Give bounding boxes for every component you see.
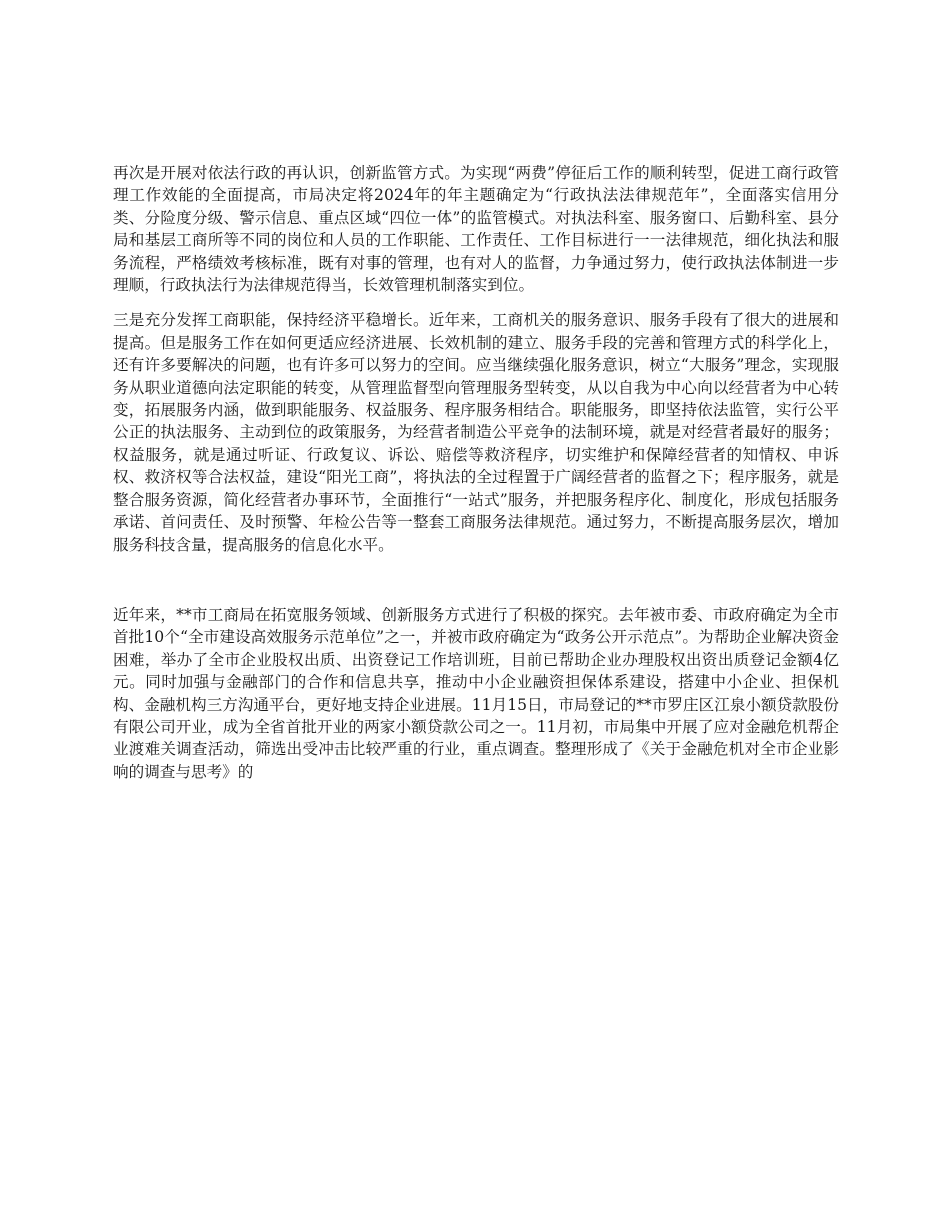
paragraph-recent-exploration: 近年来，**市工商局在拓宽服务领域、创新服务方式进行了积极的探究。去年被市委、市政府确定为全市首批10个“全市建设高效服务示范单位”之一，并被市政府确定为“政务公开示范点”。为帮助企业解决资金困难，举办了全市企业股权出质、出资登记工作培训班，目前已帮助企业办理股权出资出质登记金额4亿元。同时加强与金融部门的合作和信息共享，推动中小企业融资担保体系建设，搭建中小企业、担保机构、金融机构三方沟通平台，更好地支持企业进展。11月15日，市局登记的**市罗庄区江泉小额贷款股份有限公司开业，成为全省首批开业的两家小额贷款公司之一。11月初，市局集中开展了应对金融危机帮企业渡难关调查活动，筛选出受冲击比较严重的行业，重点调查。整理形成了《关于金融危机对全市企业影响的调查与思考》的 [113, 605, 839, 781]
paragraph-regulation: 再次是开展对依法行政的再认识，创新监管方式。为实现“两费”停征后工作的顺利转型，促进工商行政管理工作效能的全面提高，市局决定将2024年的年主题确定为“行政执法法律规范年”，全面落实信用分类、分险度分级、警示信息、重点区域“四位一体”的监管模式。对执法科室、服务窗口、后勤科室、县分局和基层工商所等不同的岗位和人员的工作职能、工作责任、工作目标进行一一法律规范，细化执法和服务流程，严格绩效考核标准，既有对事的管理，也有对人的监督，力争通过努力，使行政执法体制进一步理顺，行政执法行为法律规范得当，长效管理机制落实到位。 [113, 164, 839, 295]
paragraph-service-functions: 三是充分发挥工商职能，保持经济平稳增长。近年来，工商机关的服务意识、服务手段有了很大的进展和提高。但是服务工作在如何更适应经济进展、长效机制的建立、服务手段的完善和管理方式的科学化上，还有许多要解决的问题，也有许多可以努力的空间。应当继续强化服务意识，树立“大服务”理念，实现服务从职业道德向法定职能的转变，从管理监督型向管理服务型转变，从以自我为中心向以经营者为中心转变，拓展服务内涵，做到职能服务、权益服务、程序服务相结合。职能服务，即坚持依法监管，实行公平公正的执法服务、主动到位的政策服务，为经营者制造公平竞争的法制环境，就是对经营者最好的服务；权益服务，就是通过听证、行政复议、诉讼、赔偿等救济程序，切实维护和保障经营者的知情权、申诉权、救济权等合法权益，建设“阳光工商”，将执法的全过程置于广阔经营者的监督之下；程序服务，就是整合服务资源，简化经营者办事环节，全面推行“一站式”服务，并把服务程序化、制度化，形成包括服务承诺、首问责任、及时预警、年检公告等一整套工商服务法律规范。通过努力，不断提高服务层次，增加服务科技含量，提高服务的信息化水平。 [113, 311, 839, 554]
document-body [113, 162, 839, 783]
section-gap [113, 556, 839, 604]
